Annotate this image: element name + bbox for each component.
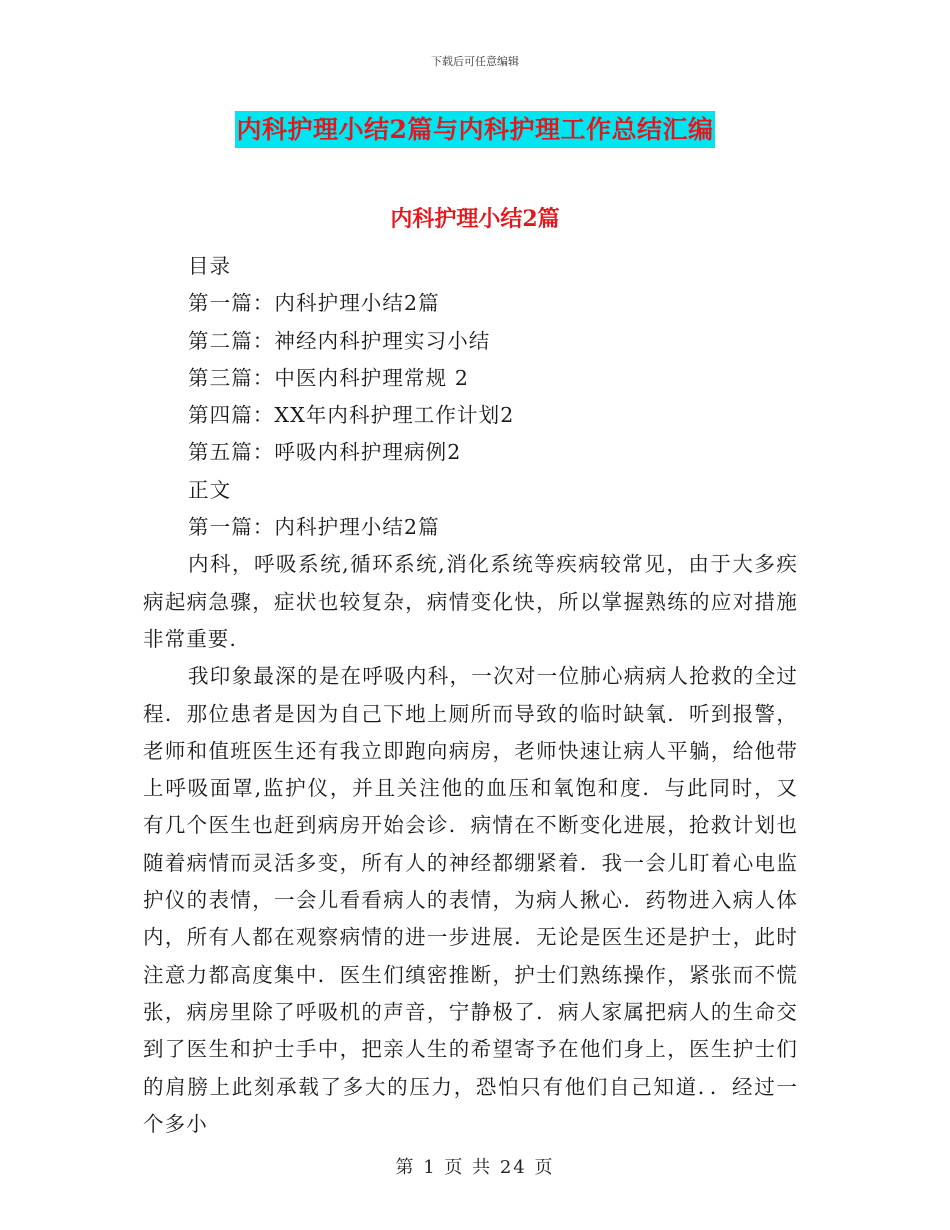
- paragraph: 内科，呼吸系统,循环系统,消化系统等疾病较常见，由于大多疾病起病急骤，症状也较复杂，病情变化快，所以掌握熟练的应对措施非常重要.: [143, 552, 798, 651]
- document-title-text: 内科护理小结2篇与内科护理工作总结汇编: [235, 111, 716, 148]
- toc-item: 第五篇：呼吸内科护理病例2: [188, 440, 462, 465]
- paragraph: 我印象最深的是在呼吸内科，一次对一位肺心病病人抢救的全过程．那位患者是因为自己下地上厕所而导致的临时缺氧．听到报警，老师和值班医生还有我立即跑向病房，老师快速让病人平躺，给他带上呼吸面罩,监护仪，并且关注他的血压和氧饱和度．与此同时，又有几个医生也赶到病房开始会诊．病情在不断变化进展，抢救计划也随着病情而灵活多变，所有人的神经都绷紧着．我一会儿盯着心电监护仪的表情，一会儿看看病人的表情，为病人揪心．药物进入病人体内，所有人都在观察病情的进一步进展．无论是医生还是护士，此时注意力都高度集中．医生们缜密推断，护士们熟练操作，紧张而不慌张，病房里除了呼吸机的声音，宁静极了．病人家属把病人的生命交到了医生和护士手中，把亲人生的希望寄予在他们身上，医生护士们的肩膀上此刻承载了多大的压力，恐怕只有他们自己知道．．经过一个多小: [143, 664, 798, 1136]
- toc-item: 第二篇：神经内科护理实习小结: [188, 328, 491, 353]
- page-number: 第 1 页 共 24 页: [395, 1157, 555, 1178]
- toc-item: 第三篇：中医内科护理常规 2: [188, 365, 469, 390]
- body-heading: 正文: [188, 477, 232, 502]
- toc-heading: 目录: [188, 254, 232, 278]
- section-title: 内科护理小结2篇: [390, 206, 560, 232]
- chapter-title: 第一篇：内科护理小结2篇: [188, 515, 440, 540]
- header-note: 下载后可任意编辑: [431, 55, 519, 68]
- document-title: [0, 110, 950, 146]
- document-body: [143, 248, 798, 1143]
- toc-item: 第四篇：XX年内科护理工作计划2: [188, 403, 515, 428]
- toc-item: 第一篇：内科护理小结2篇: [188, 291, 440, 316]
